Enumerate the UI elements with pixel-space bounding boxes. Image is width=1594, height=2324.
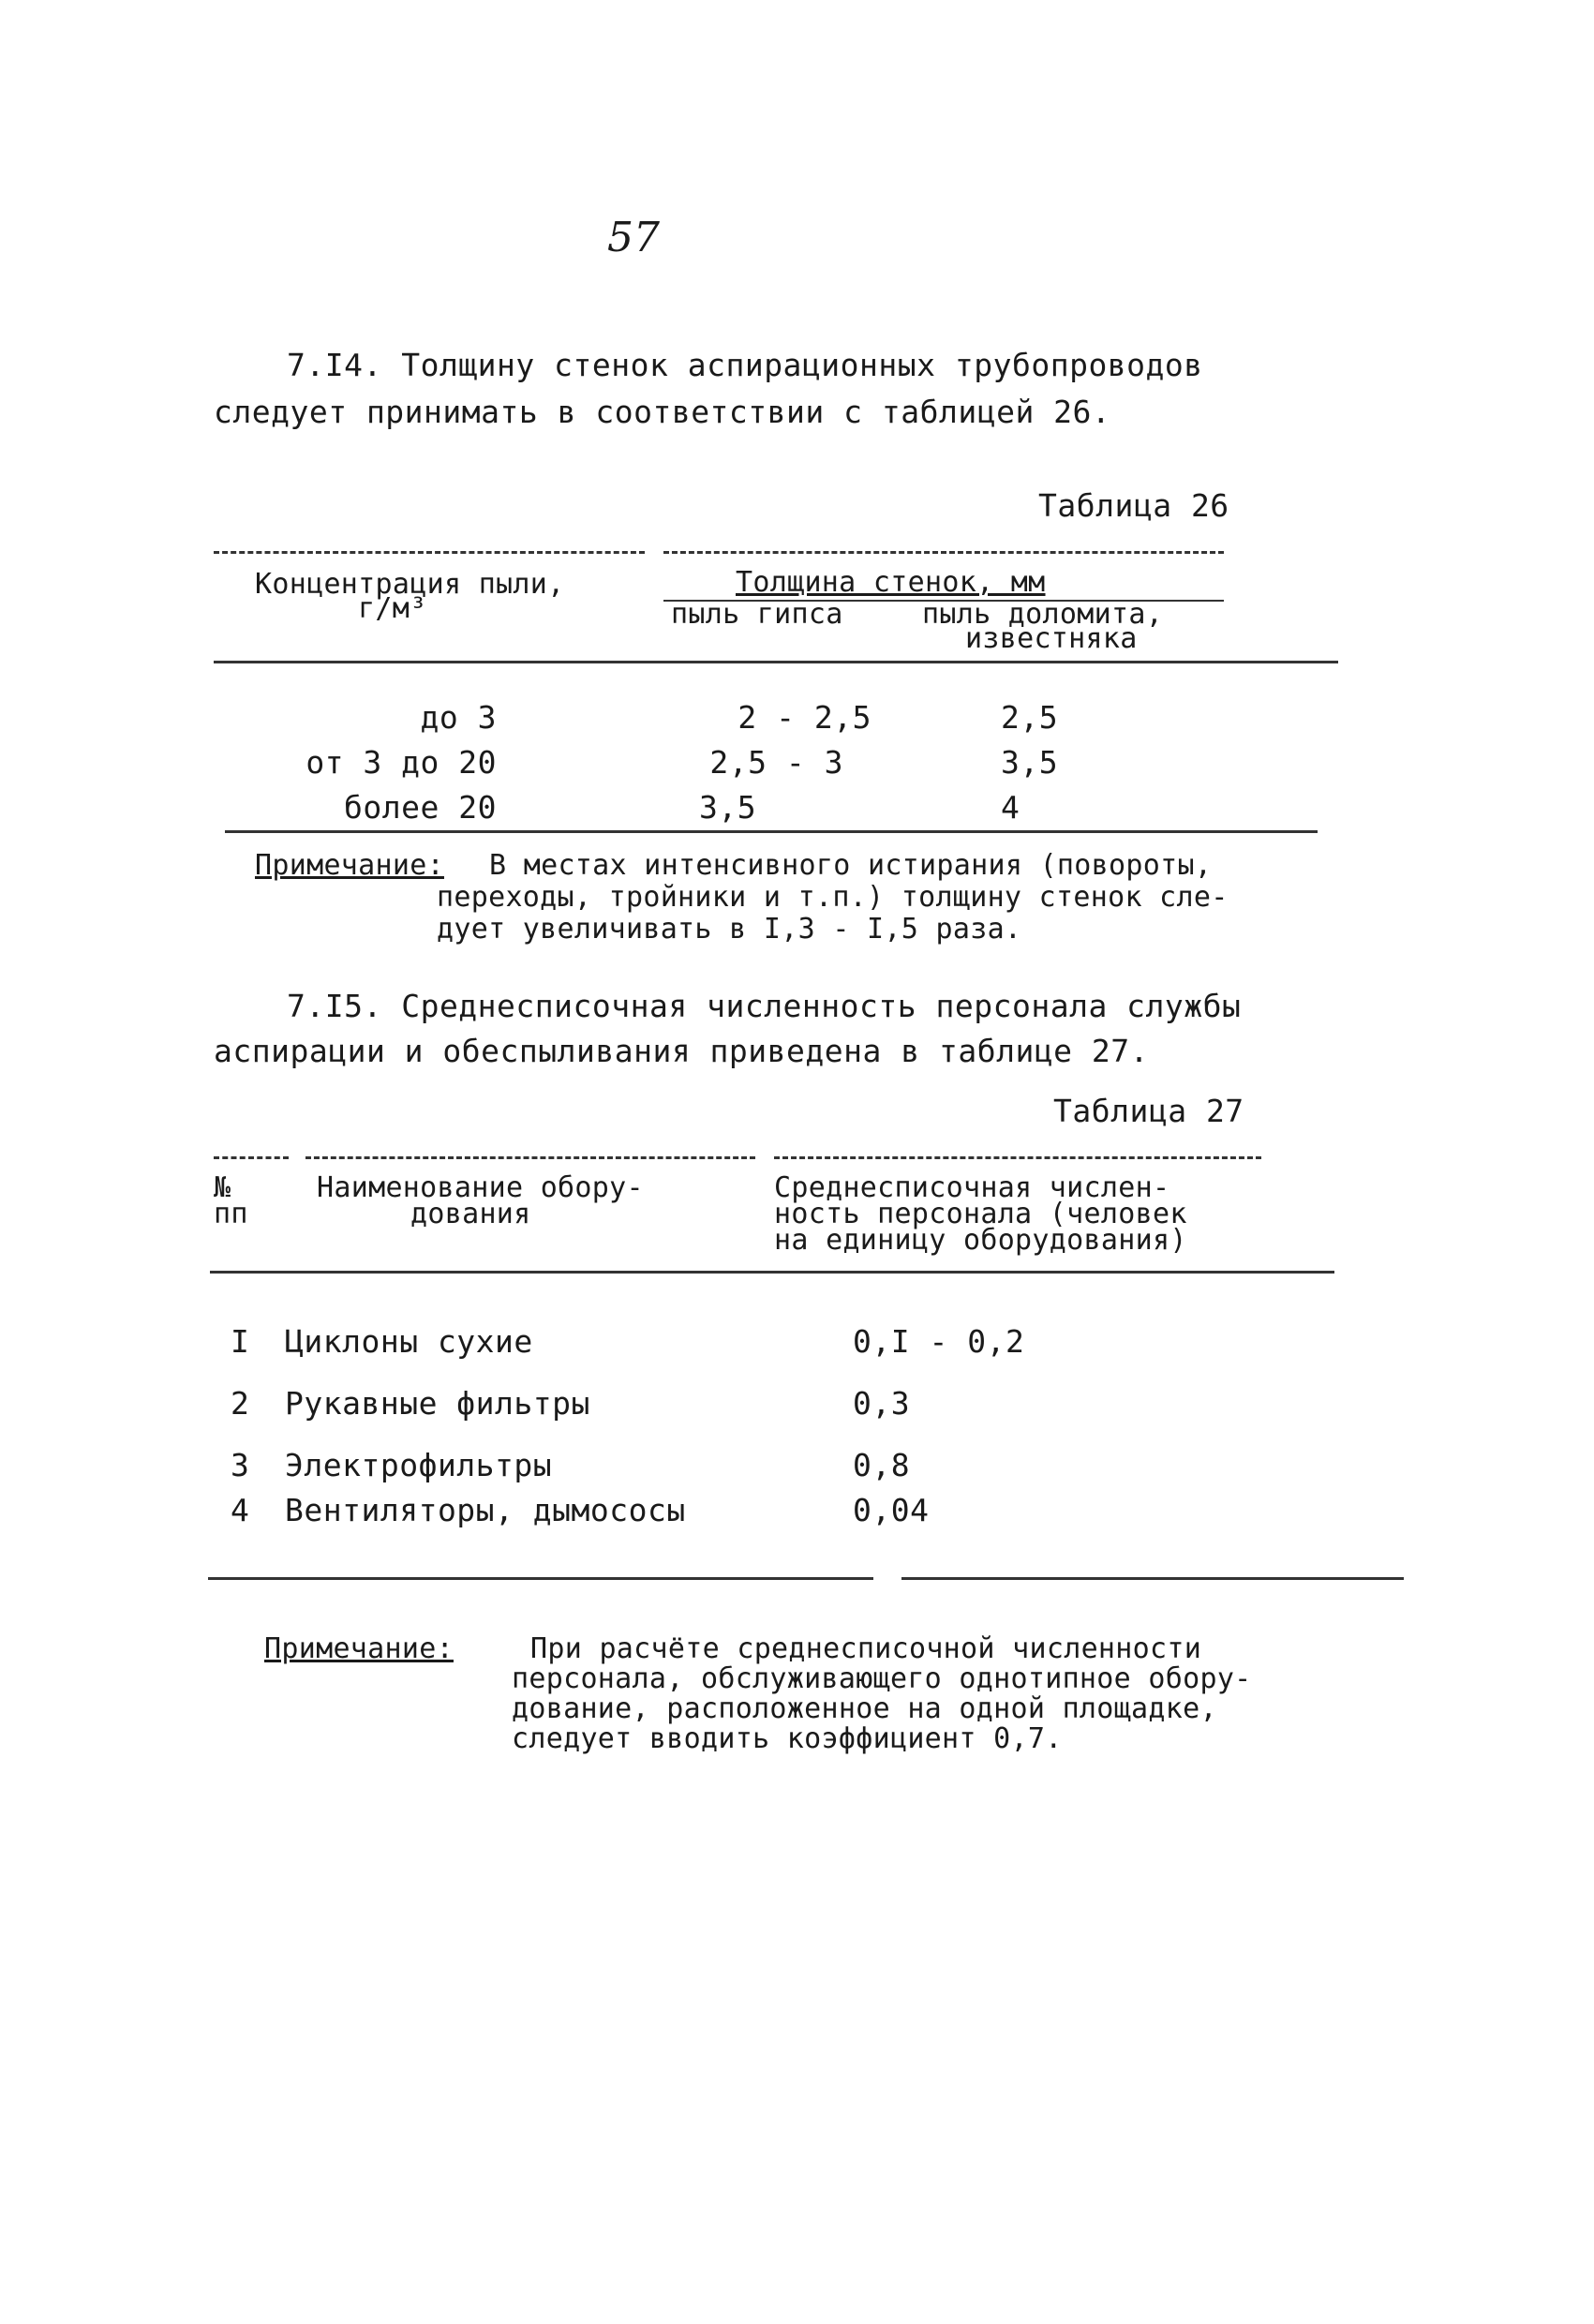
table26-row1-concentration: до 3 [420, 699, 497, 736]
table27-header-bottom-rule [210, 1271, 1334, 1274]
table27-row2-value: 0,3 [853, 1385, 911, 1422]
table27-row1-no: I [231, 1323, 250, 1360]
table26-caption: Таблица 26 [1038, 487, 1229, 524]
table27-row3-name: Электрофильтры [285, 1447, 553, 1483]
table26-row2-gypsum: 2,5 - 3 [709, 744, 843, 781]
paragraph-7-15-line2: аспирации и обеспыливания приведена в таблице 27. [214, 1033, 1150, 1069]
table27-top-rule-1 [214, 1156, 289, 1159]
paragraph-7-15-line1: 7.I5. Среднесписочная численность персонала службы [287, 988, 1242, 1024]
table26-row2-dolomite: 3,5 [1001, 744, 1059, 781]
table27-header-name-line1: Наименование обору- [317, 1171, 644, 1204]
paragraph-7-14-line2: следует принимать в соответствии с таблицей 26. [214, 394, 1111, 430]
table27-header-name-line2: дования [410, 1198, 531, 1230]
table27-header-staff-line2: ность персонала (человек [774, 1198, 1187, 1230]
table26-row1-dolomite: 2,5 [1001, 699, 1059, 736]
table26-header-dolomite: пыль доломита, [922, 598, 1164, 631]
table27-row2-no: 2 [231, 1385, 250, 1422]
table26-row1-gypsum: 2 - 2,5 [737, 699, 871, 736]
table27-row4-name: Вентиляторы, дымососы [285, 1492, 686, 1528]
table26-header-limestone: известняка [965, 622, 1138, 655]
table26-top-rule-right [663, 551, 1224, 554]
table26-row3-gypsum: 3,5 [699, 789, 757, 826]
table27-note-line3: дование, расположенное на одной площадке, [512, 1692, 1217, 1725]
table27-header-no: № [214, 1171, 231, 1204]
table27-header-staff-line3: на единицу оборудования) [774, 1224, 1187, 1257]
table26-row3-dolomite: 4 [1001, 789, 1020, 826]
table26-header-bottom-rule [214, 661, 1338, 663]
table27-top-rule-3 [774, 1156, 1261, 1159]
page-number: 57 [607, 214, 660, 261]
table27-header-pp: пп [214, 1198, 248, 1230]
table27-row3-value: 0,8 [853, 1447, 911, 1483]
table27-row1-name: Циклоны сухие [285, 1323, 533, 1360]
table26-bottom-rule [225, 830, 1318, 833]
table27-note-line2: персонала, обслуживающего однотипное обору- [512, 1662, 1252, 1695]
table26-row2-concentration: от 3 до 20 [305, 744, 497, 781]
table27-top-rule-2 [305, 1156, 755, 1159]
table27-row1-value: 0,I - 0,2 [853, 1323, 1025, 1360]
table27-header-staff-line1: Среднесписочная числен- [774, 1171, 1170, 1204]
table26-header-concentration: Концентрация пыли, [255, 568, 565, 601]
table27-bottom-rule-right [901, 1577, 1404, 1580]
table26-note-line2: переходы, тройники и т.п.) толщину стенок сле- [437, 881, 1229, 914]
table26-header-unit: г/м³ [358, 592, 427, 625]
paragraph-7-14-line1: 7.I4. Толщину стенок аспирационных трубопроводов [287, 347, 1203, 383]
table27-note-label: Примечание: [264, 1632, 454, 1665]
table27-row2-name: Рукавные фильтры [285, 1385, 590, 1422]
table26-note-line3: дует увеличивать в I,3 - I,5 раза. [437, 913, 1022, 946]
table27-note-line1: При расчёте среднесписочной численности [530, 1632, 1202, 1665]
table27-row4-value: 0,04 [853, 1492, 930, 1528]
table27-bottom-rule-left [208, 1577, 873, 1580]
table27-row3-no: 3 [231, 1447, 250, 1483]
table27-caption: Таблица 27 [1053, 1093, 1244, 1129]
table26-note-line1: В местах интенсивного истирания (повороты, [489, 849, 1213, 882]
table26-header-gypsum: пыль гипса [671, 598, 843, 631]
table26-top-rule-left [214, 551, 645, 554]
table27-note-line4: следует вводить коэффициент 0,7. [512, 1722, 1063, 1755]
table27-row4-no: 4 [231, 1492, 250, 1528]
table26-note-label: Примечание: [255, 849, 444, 882]
table26-row3-concentration: более 20 [344, 789, 497, 826]
table26-header-thickness: Толщина стенок, мм [736, 566, 1046, 599]
